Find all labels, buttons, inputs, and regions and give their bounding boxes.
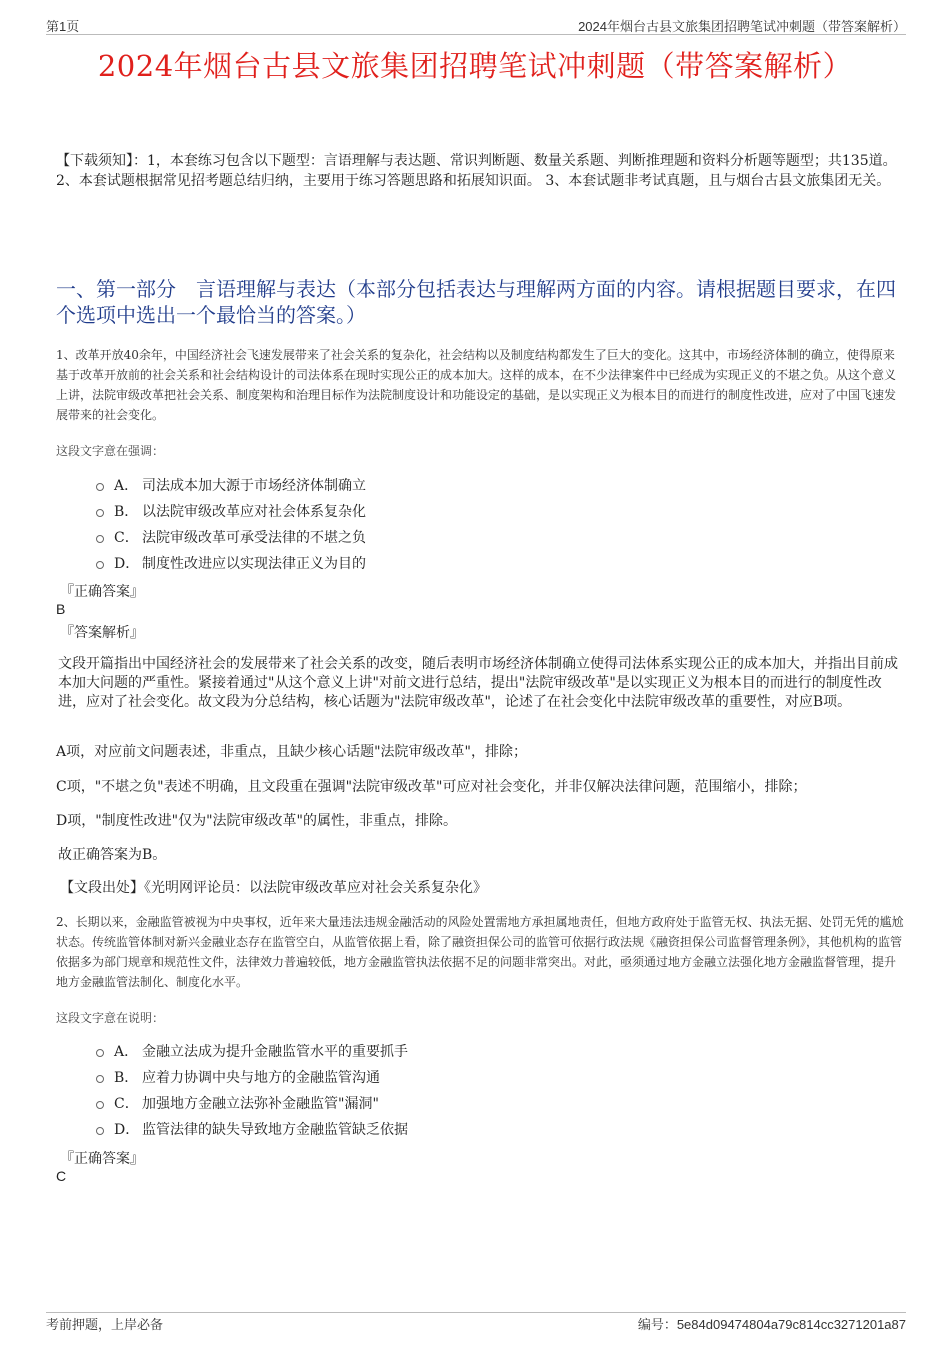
radio-icon[interactable] xyxy=(96,1075,104,1083)
q1-source: 【文段出处】《光明网评论员：以法院审级改革应对社会关系复杂化》 xyxy=(60,880,487,896)
radio-icon[interactable] xyxy=(96,1101,104,1109)
option-letter: B． xyxy=(114,1070,139,1086)
radio-icon[interactable] xyxy=(96,535,104,543)
radio-icon[interactable] xyxy=(96,483,104,491)
q2-option-a[interactable] xyxy=(96,1041,408,1061)
q1-prompt: 这段文字意在强调： xyxy=(56,444,165,458)
q2-prompt: 这段文字意在说明： xyxy=(56,1011,165,1025)
radio-icon[interactable] xyxy=(96,509,104,517)
q1-option-b[interactable] xyxy=(96,501,366,521)
q1-option-a[interactable] xyxy=(96,475,366,495)
radio-icon[interactable] xyxy=(96,1127,104,1135)
q1-answer: B xyxy=(56,601,66,617)
q1-answer-label: 『正确答案』 xyxy=(60,584,144,600)
footer-slogan: 考前押题，上岸必备 xyxy=(46,1317,164,1332)
q2-option-c[interactable] xyxy=(96,1093,379,1113)
page-title: 2024年烟台古县文旅集团招聘笔试冲刺题（带答案解析） xyxy=(97,49,853,83)
footer-serial-number: 编号：5e84d09474804a79c814cc3271201a87 xyxy=(637,1317,906,1332)
option-letter: C． xyxy=(114,530,139,546)
q1-stem: 1、改革开放40余年，中国经济社会飞速发展带来了社会关系的复杂化，社会结构以及制度结构都发生了巨大的变化。这其中，市场经济体制的确立，使得原来基于改革开放前的社会关系和社会结构设计的司法体系在现时实现公正的成本加大。这样的成本，在不少法律案件中已经成为实现正义的不堪之负。从这个意义上讲，法院审级改革把社会关系、制度架构和治理目标作为法院制度设计和功能设定的基础，是以实现正义为根本目的而进行的制度性改进，应对了中国飞速发展带来的社会变化。 xyxy=(56,348,897,422)
option-text: 加强地方金融立法弥补金融监管"漏洞" xyxy=(142,1096,379,1112)
option-text: 法院审级改革可承受法律的不堪之负 xyxy=(142,530,366,546)
radio-icon[interactable] xyxy=(96,561,104,569)
option-text: 金融立法成为提升金融监管水平的重要抓手 xyxy=(142,1044,408,1060)
option-letter: C． xyxy=(114,1096,139,1112)
q1-analysis-option-a: A项，对应前文问题表述，非重点，且缺少核心话题"法院审级改革"，排除； xyxy=(56,744,527,760)
option-text: 制度性改进应以实现法律正义为目的 xyxy=(142,556,366,572)
q2-answer: C xyxy=(56,1168,67,1184)
q2-option-d[interactable] xyxy=(96,1119,408,1139)
q1-analysis-label: 『答案解析』 xyxy=(60,625,144,641)
footer-divider xyxy=(46,1312,906,1313)
q1-option-c[interactable] xyxy=(96,527,366,547)
q1-analysis-conclusion: 故正确答案为B。 xyxy=(58,847,167,863)
option-text: 应着力协调中央与地方的金融监管沟通 xyxy=(142,1070,380,1086)
radio-icon[interactable] xyxy=(96,1049,104,1057)
section-heading: 一、第一部分 言语理解与表达（本部分包括表达与理解两方面的内容。请根据题目要求，在四个选项中选出一个最恰当的答案。） xyxy=(56,277,896,327)
option-text: 司法成本加大源于市场经济体制确立 xyxy=(142,478,366,494)
download-notice: 【下载须知】：1，本套练习包含以下题型：言语理解与表达题、常识判断题、数量关系题、判断推理题和资料分析题等题型；共135道。 2、本套试题根据常见招考题总结归纳，主要用于练习答题思路和拓展知识面。 3、本套试题非考试真题，且与烟台古县文旅集团无关。 xyxy=(56,153,897,189)
header-doc-title: 2024年烟台古县文旅集团招聘笔试冲刺题（带答案解析） xyxy=(578,19,906,34)
header-divider xyxy=(46,34,906,35)
q1-analysis-paragraph: 文段开篇指出中国经济社会的发展带来了社会关系的改变，随后表明市场经济体制确立使得司法体系实现公正的成本加大，并指出目前成本加大问题的严重性。紧接着通过"从这个意义上讲"对前文进行总结，提出"法院审级改革"是以实现正义为根本目的而进行的制度性改进，应对了社会变化。故文段为分总结构，核心话题为"法院审级改革"，论述了在社会变化中法院审级改革的重要性，对应B项。 xyxy=(58,656,898,710)
q1-option-d[interactable] xyxy=(96,553,366,573)
option-letter: A． xyxy=(114,478,139,494)
q2-answer-label: 『正确答案』 xyxy=(60,1151,144,1167)
option-letter: A． xyxy=(114,1044,139,1060)
option-letter: D． xyxy=(114,556,140,572)
q2-option-b[interactable] xyxy=(96,1067,380,1087)
option-letter: B． xyxy=(114,504,139,520)
q2-stem: 2、长期以来，金融监管被视为中央事权，近年来大量违法违规金融活动的风险处置需地方承担属地责任，但地方政府处于监管无权、执法无据、处罚无凭的尴尬状态。传统监管体制对新兴金融业态存在监管空白，从监管依据上看，除了融资担保公司的监管可依据行政法规《融资担保公司监督管理条例》，其他机构的监管依据多为部门规章和规范性文件，法律效力普遍较低，地方金融监管执法依据不足的问题非常突出。对此，亟须通过地方金融立法强化地方金融监督管理，提升地方金融监管法制化、制度化水平。 xyxy=(56,915,904,989)
option-letter: D． xyxy=(114,1122,140,1138)
option-text: 监管法律的缺失导致地方金融监管缺乏依据 xyxy=(142,1122,408,1138)
q1-analysis-option-d: D项，"制度性改进"仅为"法院审级改革"的属性，非重点，排除。 xyxy=(56,813,457,829)
page-number: 第1页 xyxy=(46,19,80,34)
option-text: 以法院审级改革应对社会体系复杂化 xyxy=(142,504,366,520)
q1-analysis-option-c: C项，"不堪之负"表述不明确，且文段重在强调"法院审级改革"可应对社会变化，并非仅解决法律问题，范围缩小，排除； xyxy=(56,779,807,795)
